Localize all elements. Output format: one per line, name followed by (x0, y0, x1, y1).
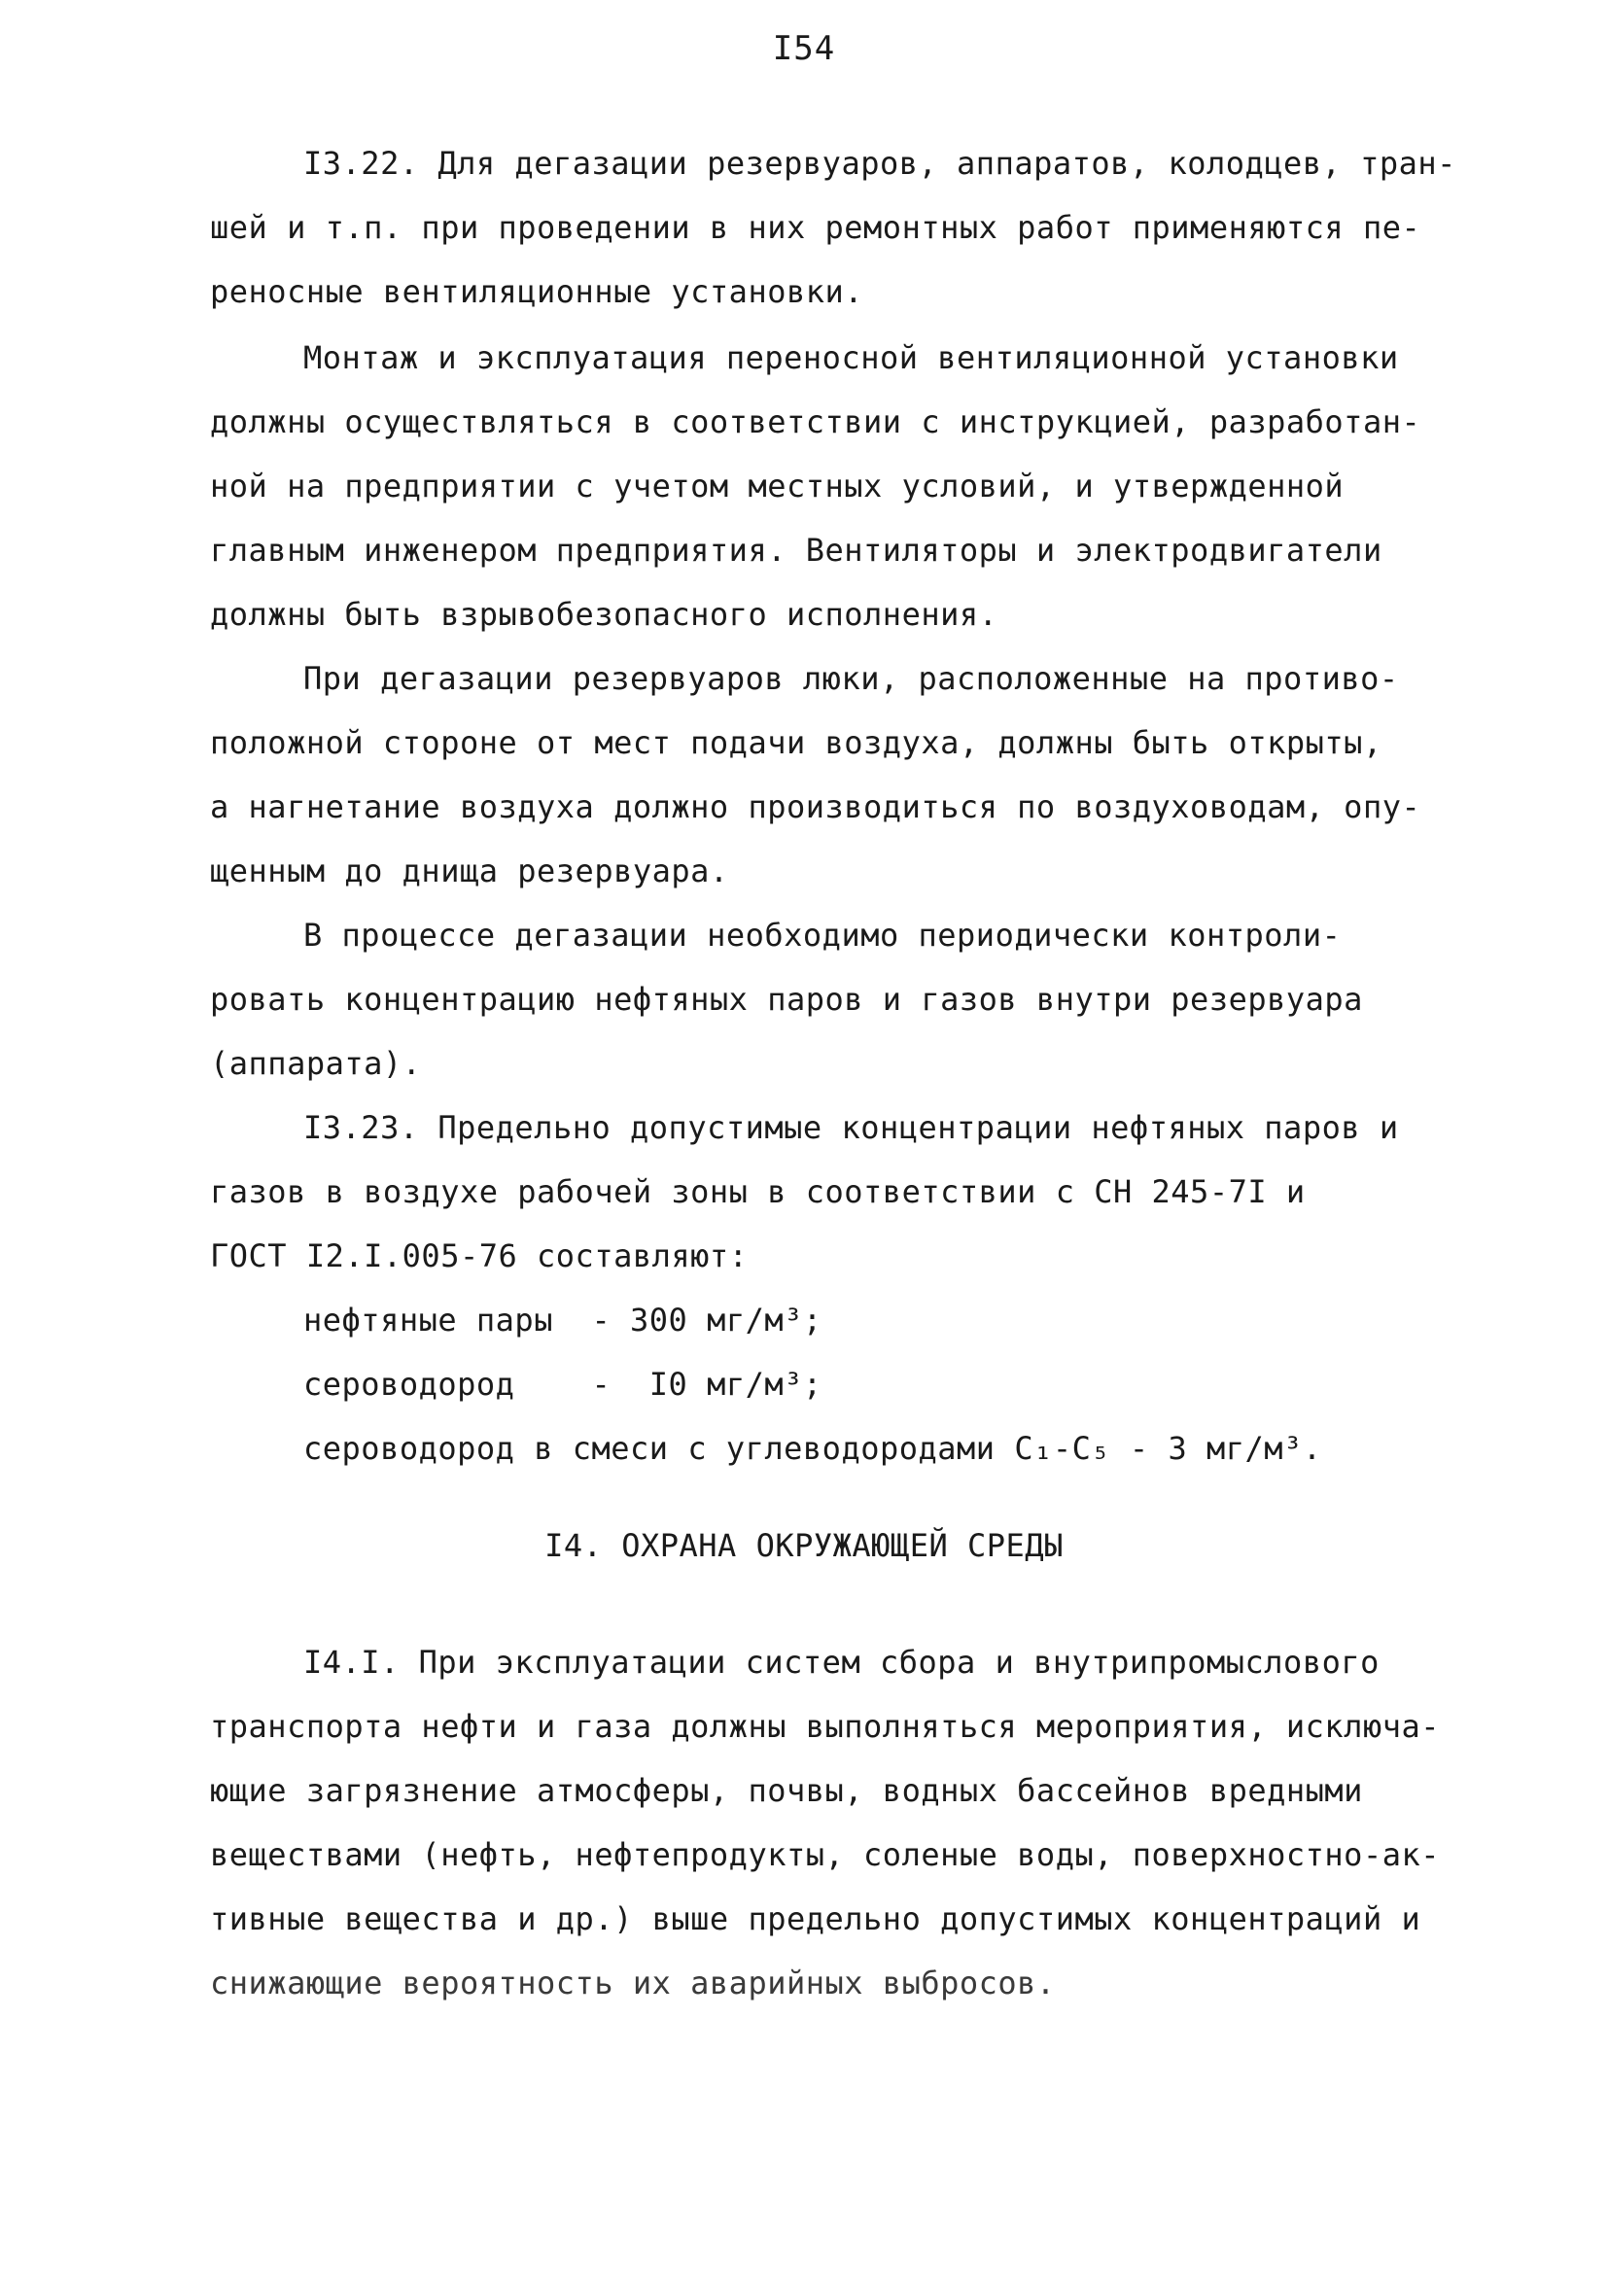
paragraph-line: I4.I. При эксплуатации систем сбора и внутрипромыслового (303, 1644, 1380, 1681)
page-number: I54 (772, 29, 836, 68)
paragraph-line: шей и т.п. при проведении в них ремонтных работ применяются пе- (210, 209, 1421, 246)
concentration-item: сероводород - I0 мг/м³; (303, 1366, 822, 1403)
paragraph-line: реносные вентиляционные установки. (210, 273, 864, 310)
section-heading: I4. ОХРАНА ОКРУЖАЮЩЕЙ СРЕДЫ (544, 1527, 1064, 1564)
paragraph-line: а нагнетание воздуха должно производиться по воздуховодам, опу- (210, 788, 1421, 825)
paragraph-line: положной стороне от мест подачи воздуха, должны быть открыты, (210, 724, 1382, 761)
paragraph-line: снижающие вероятность их аварийных выбросов. (210, 1965, 1056, 2001)
paragraph-line: должны быть взрывобезопасного исполнения. (210, 596, 998, 633)
concentration-item: нефтяные пары - 300 мг/м³; (303, 1302, 822, 1339)
concentration-item: сероводород в смеси с углеводородами C₁-C₅ - 3 мг/м³. (303, 1430, 1322, 1467)
paragraph-line: I3.23. Предельно допустимые концентрации нефтяных паров и (303, 1109, 1399, 1146)
paragraph-line: Монтаж и эксплуатация переносной вентиляционной установки (303, 339, 1399, 376)
paragraph-line: тивные вещества и др.) выше предельно допустимых концентраций и (210, 1900, 1421, 1937)
paragraph-line: В процессе дегазации необходимо периодически контроли- (303, 917, 1342, 954)
paragraph-line: газов в воздухе рабочей зоны в соответствии с СН 245-7I и (210, 1173, 1306, 1210)
paragraph-line: щенным до днища резервуара. (210, 852, 729, 889)
paragraph-line: ровать концентрацию нефтяных паров и газов внутри резервуара (210, 981, 1363, 1018)
paragraph-line: ГОСТ I2.I.005-76 составляют: (210, 1237, 749, 1274)
paragraph-line: веществами (нефть, нефтепродукты, соленые воды, поверхностно-ак- (210, 1836, 1440, 1873)
paragraph-line: При дегазации резервуаров люки, расположенные на противо- (303, 660, 1399, 697)
paragraph-line: должны осуществляться в соответствии с инструкцией, разработан- (210, 403, 1421, 440)
paragraph-line: ной на предприятии с учетом местных условий, и утвержденной (210, 468, 1345, 504)
paragraph-line: главным инженером предприятия. Вентиляторы и электродвигатели (210, 532, 1382, 569)
paragraph-line: (аппарата). (210, 1045, 422, 1082)
paragraph-line: I3.22. Для дегазации резервуаров, аппаратов, колодцев, тран- (303, 145, 1456, 182)
paragraph-line: ющие загрязнение атмосферы, почвы, водных бассейнов вредными (210, 1772, 1363, 1809)
paragraph-line: транспорта нефти и газа должны выполняться мероприятия, исключа- (210, 1708, 1440, 1745)
